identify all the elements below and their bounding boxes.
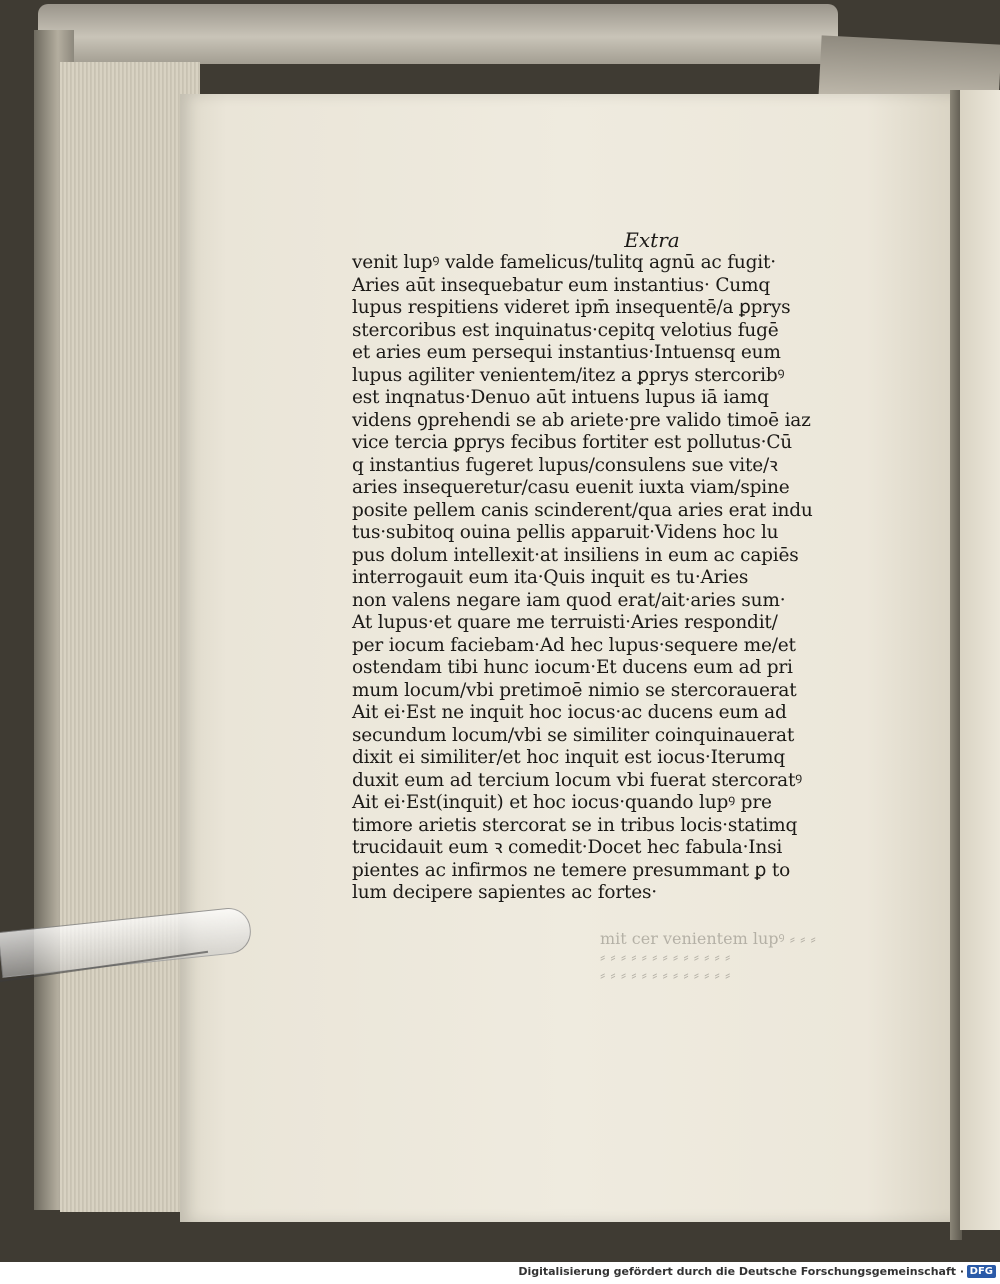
dfg-logo-icon: DFG — [967, 1265, 996, 1278]
text-line: posite pellem canis scinderent/qua aries erat indu — [352, 499, 813, 521]
text-line: secundum locum/vbi se similiter coinquinauerat — [352, 724, 795, 746]
text-line: trucidauit eum ꝛ comedit·Docet hec fabula·Insi — [352, 837, 783, 858]
text-line: pientes ac infirmos ne temere presummant ꝑ to — [352, 859, 791, 881]
text-line: At lupus·et quare me terruisti·Aries respondit/ — [352, 612, 778, 633]
text-line: lupus agiliter venientem/itez a ꝑprys stercoribꝰ — [352, 364, 785, 386]
text-line: dixit ei similiter/et hoc inquit est iocus·Iterumq — [352, 747, 786, 768]
text-line: tus·subitoq ouina pellis apparuit·Videns hoc lu — [352, 522, 779, 543]
text-line: lum decipere sapientes ac fortes· — [352, 882, 657, 903]
text-line: pus dolum intellexit·at insiliens in eum ac capiēs — [352, 544, 799, 566]
text-line: q instantius fugeret lupus/consulens sue vite/ꝛ — [352, 454, 778, 476]
text-line: per iocum faciebam·Ad hec lupus·sequere me/et — [352, 634, 796, 656]
page-block-edge — [60, 62, 200, 1212]
text-lines — [352, 252, 832, 905]
text-line: Aries aūt insequebatur eum instantius· Cumq — [352, 274, 770, 296]
text-line: est inqnatus·Denuo aūt intuens lupus iā iamq — [352, 387, 769, 408]
text-line: mum locum/vbi pretimoē nimio se stercorauerat — [352, 679, 797, 701]
facing-page-edge — [960, 90, 1000, 1230]
text-line: interrogauit eum ita·Quis inquit es tu·Aries — [352, 567, 749, 588]
book-top-edge — [38, 4, 838, 64]
footer-bar — [0, 1262, 1000, 1284]
text-line: venit lupꝰ valde famelicus/tulitq agnū ac fugit· — [352, 252, 776, 273]
text-line: videns ꝯprehendi se ab ariete·pre valido timoē iaz — [352, 409, 811, 431]
text-line: Ait ei·Est(inquit) et hoc iocus·quando lupꝰ pre — [352, 792, 772, 813]
text-line: stercoribus est inquinatus·cepitq velotius fugē — [352, 319, 779, 341]
text-line: ostendam tibi hunc iocum·Et ducens eum ad pri — [352, 657, 793, 678]
running-heading: Extra — [624, 228, 680, 252]
text-line: duxit eum ad tercium locum vbi fuerat stercoratꝰ — [352, 769, 803, 791]
text-line: vice tercia ꝑprys fecibus fortiter est pollutus·Cū — [352, 432, 792, 453]
bleed-through-text: mit cer venientem lupꝰ ⸗ ⸗ ⸗ ⸗ ⸗ ⸗ ⸗ ⸗ ⸗ ⸗ ⸗ ⸗ ⸗ ⸗ ⸗ ⸗ ⸗ ⸗ ⸗ ⸗ ⸗ ⸗ ⸗ ⸗ ⸗ ⸗ ⸗ ⸗ ⸗ — [600, 929, 816, 984]
text-line: non valens negare iam quod erat/ait·aries sum· — [352, 589, 786, 611]
text-line: aries insequeretur/casu euenit iuxta viam/spine — [352, 477, 790, 498]
text-line: timore arietis stercorat se in tribus locis·statimq — [352, 814, 798, 836]
text-line: lupus respitiens videret ipm̄ insequentē/a ꝑprys — [352, 297, 791, 318]
page-text-block — [352, 228, 832, 905]
text-line: Ait ei·Est ne inquit hoc iocus·ac ducens eum ad — [352, 702, 787, 723]
text-line: et aries eum persequi instantius·Intuensq eum — [352, 342, 781, 363]
funding-credit: Digitalisierung gefördert durch die Deutsche Forschungsgemeinschaft · — [518, 1265, 964, 1278]
